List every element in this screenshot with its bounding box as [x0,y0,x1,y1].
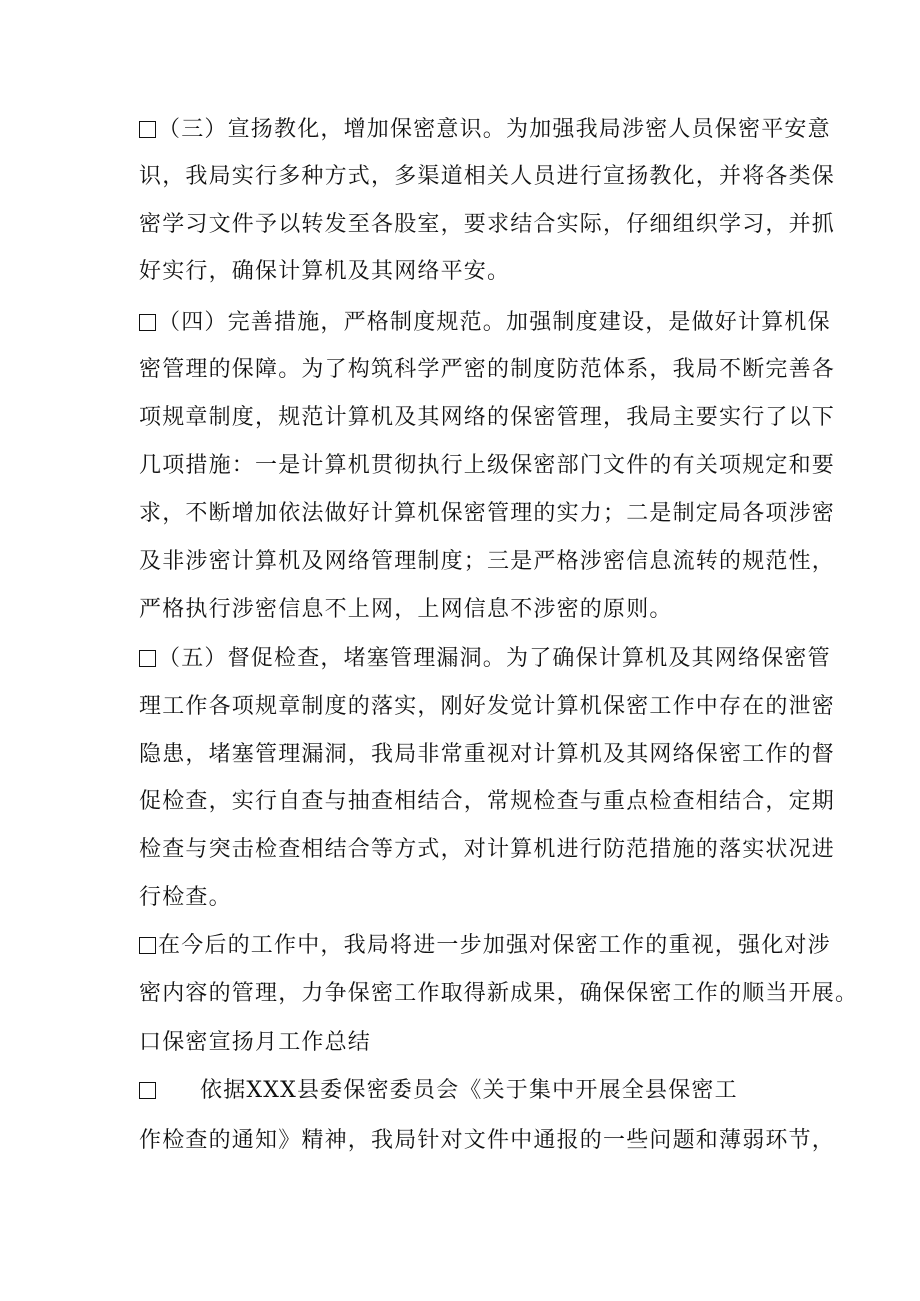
checkbox-glyph-icon [139,650,156,667]
paragraph-5-line-6: 行检查。 [139,885,232,910]
paragraph-3-line-4: 好实行，确保计算机及其网络平安。 [139,259,511,284]
paragraph-3-line-1: （三）宣扬教化，增加保密意识。为加强我局涉密人员保密平安意 [139,110,831,150]
paragraph-5-line-4: 促检查，实行自查与抽查相结合，常规检查与重点检查相结合，定期 [139,789,836,814]
section-title: 口保密宣扬月工作总结 [139,1030,372,1055]
section-body-line-1: 依据XXX县委保密委员会《关于集中开展全县保密工 [139,1071,738,1111]
checkbox-glyph-icon [139,314,156,331]
paragraph-4-line-7: 严格执行涉密信息不上网，上网信息不涉密的原则。 [139,597,673,622]
checkbox-glyph-icon [139,1082,156,1099]
paragraph-5-line-5: 检查与突击检查相结合等方式，对计算机进行防范措施的落实状况进 [139,837,836,862]
paragraph-4-line-3: 项规章制度，规范计算机及其网络的保密管理，我局主要实行了以下 [139,405,836,430]
paragraph-4-line-4: 几项措施：一是计算机贯彻执行上级保密部门文件的有关项规定和要 [139,453,836,478]
paragraph-5-line-1: （五）督促检查，堵塞管理漏洞。为了确保计算机及其网络保密管 [139,639,831,679]
section-body-line-2: 作检查的通知》精神，我局针对文件中通报的一些问题和薄弱环节， [139,1128,836,1153]
paragraph-4-line-1: （四）完善措施，严格制度规范。加强制度建设，是做好计算机保 [139,303,831,343]
checkbox-glyph-icon [139,121,156,138]
paragraph-4-line-6: 及非涉密计算机及网络管理制度；三是严格涉密信息流转的规范性， [139,549,836,574]
paragraph-4-line-2: 密管理的保障。为了构筑科学严密的制度防范体系，我局不断完善各 [139,357,836,382]
paragraph-5-line-3: 隐患，堵塞管理漏洞，我局非常重视对计算机及其网络保密工作的督 [139,742,836,767]
paragraph-4-line-5: 求，不断增加依法做好计算机保密管理的实力；二是制定局各项涉密 [139,501,836,526]
paragraph-3-line-3: 密学习文件予以转发至各股室，要求结合实际，仔细组织学习，并抓 [139,212,836,237]
checkbox-glyph-icon [139,937,156,954]
paragraph-3-line-2: 识，我局实行多种方式，多渠道相关人员进行宣扬教化，并将各类保 [139,164,836,189]
closing-line-2: 密内容的管理，力争保密工作取得新成果，确保保密工作的顺当开展。 [139,981,859,1006]
closing-line-1: 在今后的工作中，我局将进一步加强对保密工作的重视，强化对涉 [139,926,831,966]
paragraph-5-line-2: 理工作各项规章制度的落实，刚好发觉计算机保密工作中存在的泄密 [139,694,836,719]
